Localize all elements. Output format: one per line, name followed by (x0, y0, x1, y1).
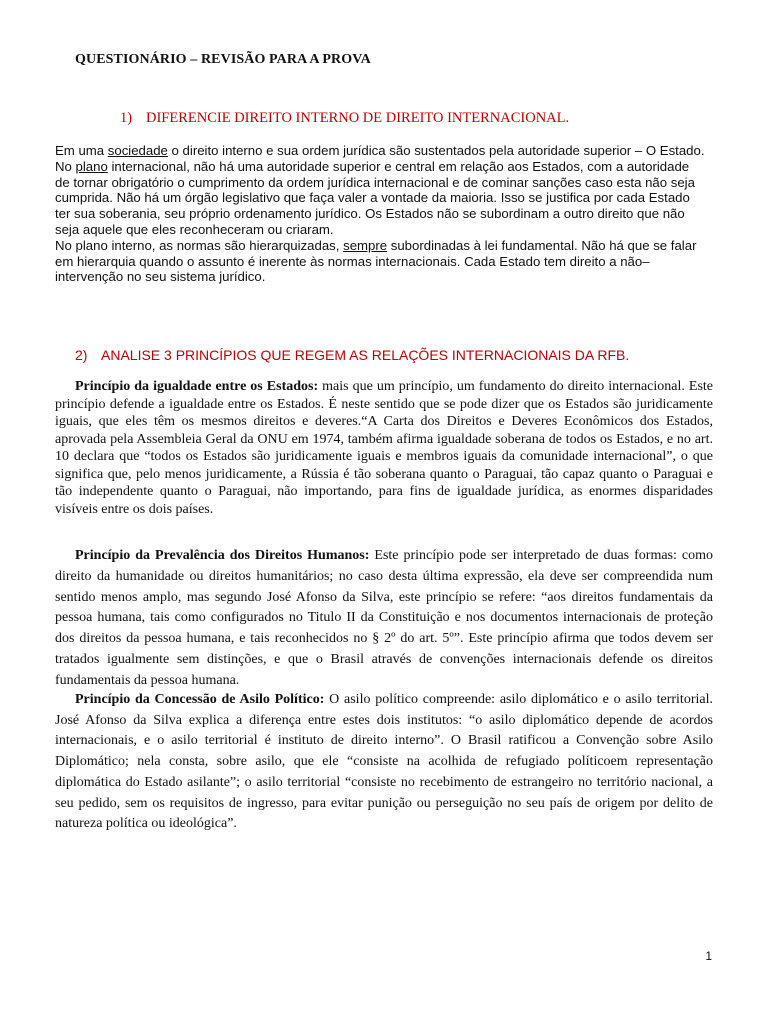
question-2-heading (75, 347, 629, 363)
principle-1-text: mais que um princípio, um fundamento do direito internacional. Este princípio defende a igualdade entre os Estados. É neste sentido que se pode dizer que os Estados são juridicamente iguais, que eles têm os mesmos direitos e deveres.“A Carta dos Direitos e Deveres Econômicos dos Estados, aprovada pela Assembleia Geral da ONU em 1974, também afirma igualdade soberana de todos os Estados, e no art. 10 declara que “todos os Estados são juridicamente iguais e membros iguais da comunidade internacional”, o que significa que, pelo menos juridicamente, a Rússia é tão soberana quanto o Paraguai, tão capaz quanto o Paraguai e tão independente quanto o Paraguai, não importando, para fins de igualdade jurídica, as enormes disparidades visíveis entre os dois países. (55, 379, 713, 517)
question-1-number: 1) (120, 110, 133, 126)
underlined-word: plano (75, 158, 108, 174)
underlined-word: sociedade (107, 143, 168, 158)
principle-3-title: Princípio da Concessão de Asilo Político: (75, 692, 325, 707)
answer-1-paragraph-1 (55, 143, 705, 159)
page-number: 1 (705, 949, 712, 963)
page-title: QUESTIONÁRIO – REVISÃO PARA A PROVA (75, 52, 371, 67)
principle-3-text: O asilo político compreende: asilo diplomático e o asilo territorial. José Afonso da Silva explica a diferença entre estes dois institutos: “o asilo diplomático depende de acordos internacionais, e o asilo territorial é instituto de direito interno”. O Brasil ratificou a Convenção sobre Asilo Diplomático; nela consta, sobre asilo, que ele “consiste na acolhida de refugiado políticoem representação diplomática do Estado asilante”; o asilo territorial “consiste no recebimento de estrangeiro no território nacional, a seu pedido, sem os requisitos de ingresso, para evitar punição ou perseguição no seu país de origem por delito de natureza política ou ideológica”. (55, 692, 713, 832)
question-1-heading (120, 110, 569, 127)
text-run: Em uma (55, 143, 108, 158)
question-2-heading-text: ANALISE 3 PRINCÍPIOS QUE REGEM AS RELAÇÕES INTERNACIONAIS DA RFB. (101, 347, 630, 363)
answer-1-paragraph-3 (55, 238, 705, 285)
question-1-heading-text: DIFERENCIE DIREITO INTERNO DE DIREITO INTERNACIONAL. (146, 110, 570, 126)
answer-1-paragraph-2 (55, 159, 705, 238)
principle-2-text: Este princípio pode ser interpretado de duas formas: como direito da humanidade ou direitos humanitários; no caso desta última expressão, ela deve ser compreendida num sentido menos amplo, mas segundo José Afonso da Silva, este princípio se refere: “aos direitos fundamentais da pessoa humana, tais como configurados no Titulo II da Constituição e nos documentos internacionais de proteção dos direitos da pessoa humana, e tais reconhecidos no § 2º do art. 5º”. Este princípio afirma que todos devem ser tratados igualmente sem distinções, e que o Brasil através de convenções internacionais defende os direitos fundamentais da pessoa humana. (55, 548, 713, 688)
text-run: No (55, 158, 76, 174)
principle-2-paragraph (55, 546, 713, 692)
principle-3-paragraph (55, 690, 713, 835)
principle-2-title: Princípio da Prevalência dos Direitos Humanos: (75, 548, 370, 563)
text-run: No plano interno, as normas são hierarquizadas, (55, 237, 344, 253)
principle-1-title: Princípio da igualdade entre os Estados: (75, 379, 319, 394)
text-run: o direito interno e sua ordem jurídica são sustentados pela autoridade superior – O Estado. (167, 143, 705, 158)
question-2-number: 2) (75, 347, 88, 363)
principle-1-paragraph (55, 378, 713, 518)
question-1-answer (55, 143, 705, 285)
text-run: subordinadas à lei fundamental. Não há que se falar em hierarquia quando o assunto é inerente às normas internacionais. Cada Estado tem direito a não–intervenção no seu sistema jurídico. (55, 237, 697, 285)
text-run: internacional, não há uma autoridade superior e central em relação aos Estados, com a autoridade de tornar obrigatório o cumprimento da ordem jurídica internacional e de cominar sanções caso esta não seja cumprida. Não há um órgão legislativo que faça valer a vontade da maioria. Isso se justifica por cada Estado ter sua soberania, seu próprio ordenamento jurídico. Os Estados não se subordinam a outro direito que não seja aquele que eles reconheceram ou criaram. (55, 158, 695, 237)
underlined-word: sempre (343, 237, 388, 253)
